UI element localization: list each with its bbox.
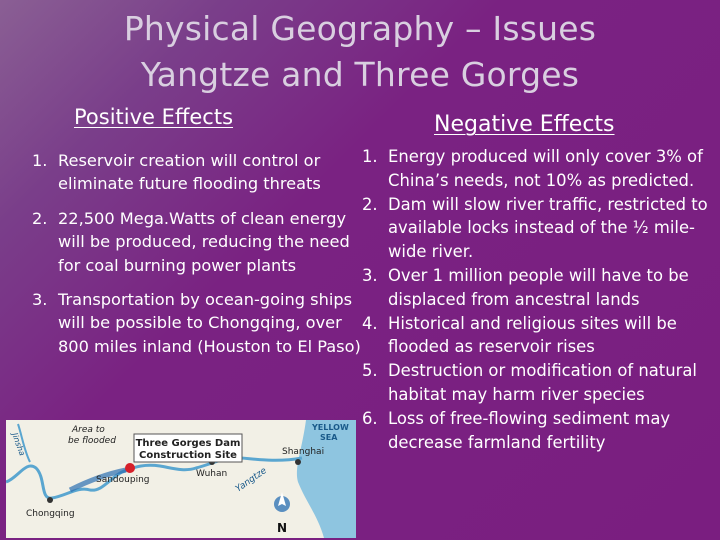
flood-label-line-2: be flooded (68, 436, 116, 446)
item-number: 3. (32, 290, 48, 310)
list-item (32, 288, 362, 358)
item-number: 1. (362, 147, 378, 166)
slide-title (0, 6, 720, 98)
list-item (362, 312, 714, 360)
title-line-2: Yangtze and Three Gorges (140, 55, 580, 94)
list-item (362, 193, 714, 264)
positive-effects-heading: Positive Effects (74, 105, 234, 129)
shanghai-marker (295, 459, 301, 465)
dam-label-line-2: Construction Site (139, 450, 237, 461)
chongqing-label: Chongqing (26, 509, 75, 519)
list-item (362, 359, 714, 407)
positive-effects-list (32, 149, 362, 369)
item-text: Transportation by ocean-going ships will be possible to Chongqing, over 800 miles inland (Houston to El Paso) (58, 290, 361, 356)
yangtze-label: Yangtze (233, 465, 269, 495)
list-item (32, 149, 362, 196)
item-number: 1. (32, 151, 48, 170)
item-number: 2. (362, 194, 378, 214)
item-text: Loss of free-flowing sediment may decrease farmland fertility (388, 408, 671, 452)
yellow-sea-label-line-2: SEA (320, 433, 338, 442)
negative-effects-list (362, 145, 714, 454)
item-text: Over 1 million people will have to be displaced from ancestral lands (388, 265, 689, 309)
list-item (362, 407, 714, 455)
list-item (362, 145, 714, 193)
sandouping-label: Sandouping (96, 475, 150, 485)
item-number: 2. (32, 208, 48, 228)
flood-label-line-1: Area to (72, 425, 105, 435)
dam-site-marker (125, 463, 135, 473)
list-item (32, 207, 362, 277)
item-text: Dam will slow river traffic, restricted to available locks instead of the ½ mile-wide river. (388, 194, 708, 262)
item-number: 5. (362, 361, 378, 381)
title-line-1: Physical Geography – Issues (123, 9, 597, 48)
item-text: Destruction or modification of natural habitat may harm river species (388, 361, 697, 404)
item-number: 3. (362, 265, 378, 285)
item-text: 22,500 Mega.Watts of clean energy will be produced, reducing the need for coal burning power plants (58, 208, 350, 275)
jinsha-label: Jinsha (10, 431, 27, 458)
negative-effects-heading: Negative Effects (434, 112, 615, 137)
chongqing-marker (47, 497, 53, 503)
item-text: Reservoir creation will control or eliminate future flooding threats (58, 151, 321, 194)
shanghai-label: Shanghai (282, 447, 325, 457)
map-graphic (6, 420, 356, 538)
item-number: 4. (362, 313, 378, 333)
north-label: N (276, 521, 288, 535)
wuhan-label: Wuhan (196, 469, 228, 479)
item-text: Historical and religious sites will be flooded as reservoir rises (388, 313, 677, 357)
dam-label-line-1: Three Gorges Dam (135, 438, 241, 449)
three-gorges-map (6, 420, 356, 538)
yellow-sea-label-line-1: YELLOW (312, 423, 349, 432)
list-item (362, 264, 714, 312)
item-number: 6. (362, 408, 378, 428)
item-text: Energy produced will only cover 3% of China’s needs, not 10% as predicted. (388, 147, 703, 190)
